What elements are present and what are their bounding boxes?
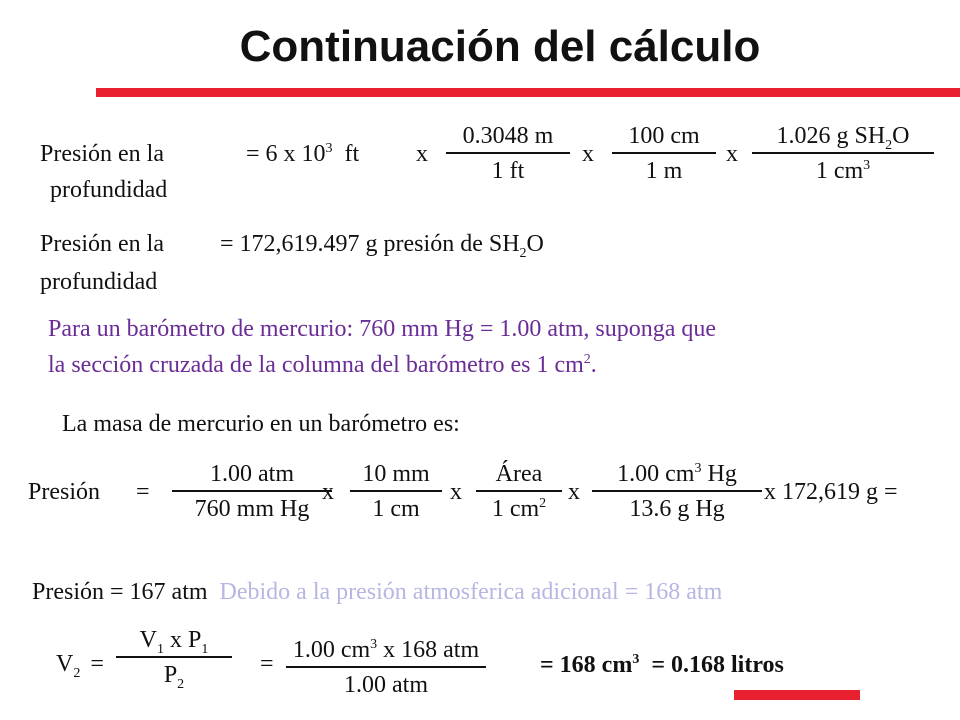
eq1-times-1: x [416, 141, 428, 167]
eq3-f4-num-sup: 3 [694, 461, 702, 476]
eq1-f3-num-end: O [892, 123, 910, 149]
eq1-exponent: 3 [325, 141, 333, 156]
eq3-f4-num-text: 1.00 cm [617, 461, 695, 487]
eq3-f3-den-sup: 2 [539, 496, 547, 511]
eq3-fraction-density-hg [592, 460, 762, 523]
eq3-f2-numerator: 10 mm [362, 461, 430, 487]
pressure-result [32, 578, 722, 606]
eq4-fraction-volume [286, 636, 486, 699]
note-line2-end: . [590, 352, 597, 378]
eq1-unit: ft [344, 141, 360, 167]
eq4-lhs-sub: 2 [73, 665, 81, 681]
eq3-times-3: x [568, 479, 580, 505]
eq1-f2-numerator: 100 cm [628, 123, 700, 149]
eq4-f1-num-sub2: 1 [201, 641, 209, 657]
eq1-f2-denominator: 1 m [645, 158, 683, 184]
eq3-f4-numerator [615, 460, 739, 490]
eq4-lhs [56, 650, 104, 681]
eq1-fraction-density [752, 122, 934, 185]
eq4-f1-num-mid: x P [163, 627, 202, 653]
eq4-lhs-equals: = [90, 651, 104, 677]
bottom-accent-bar [734, 690, 860, 700]
mass-heading: La masa de mercurio en un barómetro es: [62, 411, 460, 437]
eq4-answer-cm3: = 168 cm [540, 652, 633, 678]
eq1-f1-numerator: 0.3048 m [462, 123, 554, 149]
eq4-lhs-v: V [56, 651, 74, 677]
eq3-fraction-mm [350, 460, 442, 523]
barometer-note-line2 [48, 348, 597, 382]
note-line2-text: la sección cruzada de la columna del barómetro es 1 cm [48, 352, 584, 378]
eq4-answer [540, 651, 784, 679]
eq4-f1-num-sub1: 1 [156, 641, 164, 657]
eq4-f2-num-sup: 3 [370, 637, 378, 652]
eq1-label-line2: profundidad [50, 177, 168, 203]
eq3-f3-den-text: 1 cm [491, 496, 540, 522]
eq1-label-line1: Presión en la [40, 141, 164, 167]
eq4-f1-denominator [163, 658, 185, 692]
eq2-label-line2: profundidad [40, 269, 158, 295]
eq1-f1-denominator: 1 ft [491, 158, 525, 184]
eq4-f2-num-end: x 168 atm [377, 637, 480, 663]
pressure-result-extra: Debido a la presión atmosferica adicional = 168 atm [219, 579, 723, 605]
eq3-f1-denominator: 760 mm Hg [194, 496, 310, 522]
title-underline-bar [96, 88, 960, 97]
eq3-equals: = [136, 479, 150, 505]
eq4-f1-den-p: P [163, 662, 178, 688]
eq1-f3-den-text: 1 cm [815, 158, 864, 184]
barometer-note-line1: Para un barómetro de mercurio: 760 mm Hg = 1.00 atm, suponga que [48, 316, 717, 342]
eq3-f4-denominator: 13.6 g Hg [629, 496, 725, 522]
eq3-f4-num-end: Hg [701, 461, 737, 487]
eq1-f3-num-sub: 2 [885, 137, 893, 153]
eq4-answer-litros: = 0.168 litros [651, 652, 784, 678]
eq3-times-1: x [322, 479, 334, 505]
eq3-f3-denominator [492, 492, 546, 523]
eq2-label-line1: Presión en la [40, 231, 164, 257]
eq4-f2-num-text: 1.00 cm [292, 637, 371, 663]
eq3-f3-numerator: Área [495, 461, 543, 487]
note-line2-sup: 2 [583, 352, 591, 367]
eq3-times-2: x [450, 479, 462, 505]
eq1-prefix: = 6 x 10 [246, 141, 326, 167]
eq1-fraction-meters [446, 122, 570, 185]
eq2-value-end: O [526, 231, 544, 257]
eq4-answer-sup: 3 [632, 652, 640, 667]
eq2-value [220, 230, 544, 261]
eq3-label: Presión [28, 479, 100, 505]
eq1-times-3: x [726, 141, 738, 167]
eq1-depth-term [246, 140, 359, 168]
eq1-f3-denominator [816, 154, 870, 185]
eq3-fraction-atm [172, 460, 332, 523]
eq4-fraction-boyle [116, 626, 232, 692]
eq4-f2-numerator [291, 636, 481, 666]
eq4-equals: = [260, 651, 274, 677]
eq1-fraction-centimeters [612, 122, 716, 185]
eq3-f2-denominator: 1 cm [372, 496, 420, 522]
eq2-value-text: = 172,619.497 g presión de SH [220, 231, 520, 257]
eq3-f1-numerator: 1.00 atm [210, 461, 294, 487]
eq3-tail: x 172,619 g = [764, 479, 898, 505]
eq4-f2-denominator: 1.00 atm [344, 672, 428, 698]
pressure-result-main: Presión = 167 atm [32, 579, 208, 605]
eq1-times-2: x [582, 141, 594, 167]
eq1-f3-numerator [774, 122, 911, 152]
eq4-f1-numerator [138, 626, 211, 656]
eq1-f3-den-sup: 3 [863, 158, 871, 173]
eq2-value-sub: 2 [519, 245, 527, 261]
eq1-f3-num-text: 1.026 g SH [776, 123, 886, 149]
slide-title: Continuación del cálculo [239, 22, 761, 71]
eq3-fraction-area [476, 460, 562, 523]
eq4-f1-num-v: V [139, 627, 157, 653]
eq4-f1-den-sub: 2 [177, 676, 185, 692]
